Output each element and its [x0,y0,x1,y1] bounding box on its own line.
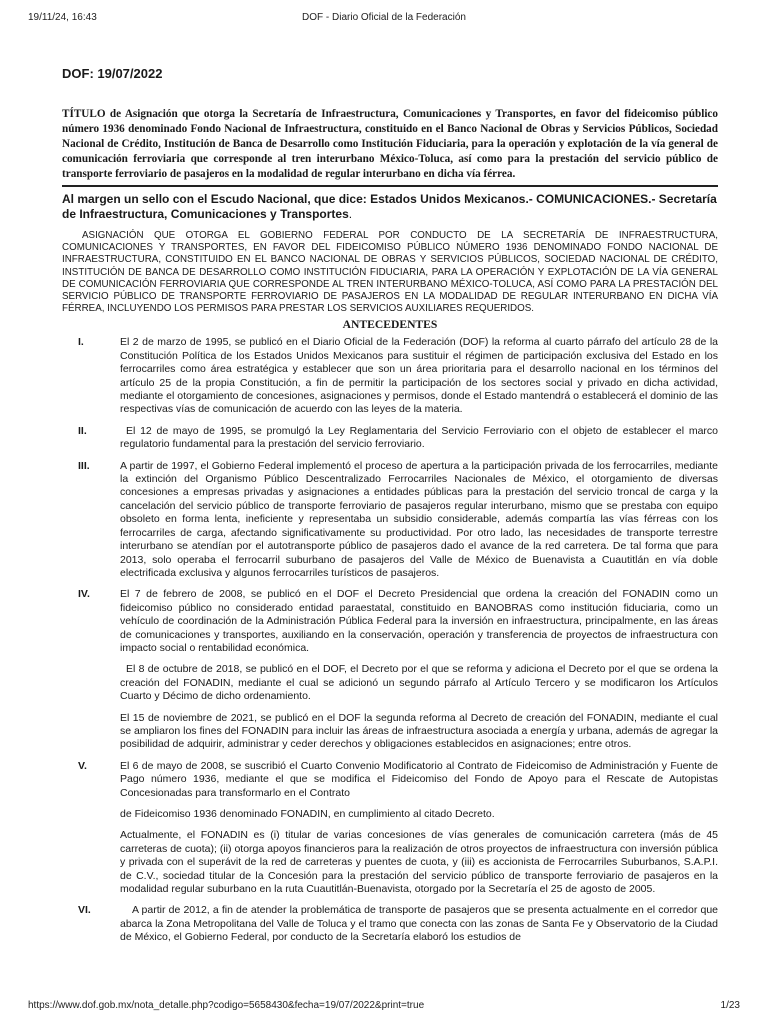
item-paragraph: Actualmente, el FONADIN es (i) titular de varias concesiones de vías generales de comunicación carretera (más de 45 carreteras de cuota); (ii) otorga apoyos financieros para la realización de otros proyectos de infraestructura con inversión pública y privada con el superávit de la red de carreteras y puentes de cuota, y (iii) es accionista de Ferrocarriles Suburbanos, S.A.P.I. de C.V., sociedad titular de la Concesión para la prestación del servicio público de transporte ferroviario de pasajeros en la modalidad regular suburbano en la ruta Cuautitlán-Buenavista, otorgado por la Secretaría el 25 de agosto de 2005. [120,829,718,896]
section-title-antecedentes: ANTECEDENTES [342,318,438,332]
antecedent-item-V [62,760,718,897]
dof-date: DOF: 19/07/2022 [62,66,163,81]
assignment-heading: ASIGNACIÓN QUE OTORGA EL GOBIERNO FEDERAL POR CONDUCTO DE LA SECRETARÍA DE INFRAESTRUCTURA, COMUNICACIONES Y TRANSPORTES, EN FAVOR DEL FIDEICOMISO PÚBLICO NÚMERO 1936 DENOMINADO FONDO NACIONAL DE INFRAESTRUCTURA, CONSTITUIDO EN EL BANCO NACIONAL DE OBRAS Y SERVICIOS PÚBLICOS, SOCIEDAD NACIONAL DE CRÉDITO, INSTITUCIÓN DE BANCA DE DESARROLLO COMO INSTITUCIÓN FIDUCIARIA, PARA LA OPERACIÓN Y EXPLOTACIÓN DE LA VÍA GENERAL DE COMUNICACIÓN FERROVIARIA QUE CORRESPONDE AL TREN INTERURBANO MÉXICO-TOLUCA, ASÍ COMO PARA LA PRESTACIÓN DEL SERVICIO PÚBLICO DE TRANSPORTE FERROVIARIO DE PASAJEROS EN LA MODALIDAD DE REGULAR INTERURBANO EN DICHA VÍA FÉRREA, INCLUYENDO LOS PERMISOS PARA PRESTAR LOS SERVICIOS AUXILIARES REQUERIDOS. [62,230,718,315]
item-paragraph: A partir de 1997, el Gobierno Federal implementó el proceso de apertura a la participación privada de los ferrocarriles, mediante la extinción del Organismo Público Descentralizado Ferrocarriles Nacionales de México, el otorgamiento de diversas concesiones a empresas privadas y asignaciones a entidades públicas para la prestación del servicio troncal de carga y la cancelación del servicio público de transporte ferroviario de pasajeros regular interurbano, mismo que se prestaba con equipo obsoleto en forma lenta, ineficiente y representaba un subsidio considerable, además compartía las vías férreas con los ferrocarriles de carga, afectando significativamente su productividad. Por otro lado, las necesidades de transporte terrestre interurbano se atendían por el autotransporte público de pasajeros dado el avance de la red carretera. De tal forma que para 2013, solo operaba el ferrocarril suburbano de pasajeros del Valle de México de Buenavista a Cuautitlán en vía doble electrificada exclusiva y algunos ferrocarriles turísticos de pasajeros. [120,459,718,579]
print-datetime: 19/11/24, 16:43 [28,12,97,23]
print-footer [28,1000,740,1014]
antecedent-item-IV [62,588,718,751]
antecedent-item-I [62,336,718,416]
antecedent-item-VI [62,904,718,944]
item-paragraph: El 7 de febrero de 2008, se publicó en el DOF el Decreto Presidencial que ordena la creación del FONADIN como un fideicomiso público no considerado entidad paraestatal, constituido en BANOBRAS como institución fiduciaria, como un vehículo de coordinación de la Administración Pública Federal para la inversión en infraestructura, principalmente, en las áreas de comunicaciones y transportes, auxiliando en la conservación, operación y transferencia de proyectos de infraestructura con impacto social o rentabilidad económica. [120,588,718,654]
item-paragraph: El 15 de noviembre de 2021, se publicó en el DOF la segunda reforma al Decreto de creación del FONADIN, mediante el cual se ampliaron los fines del FONADIN para incluir las áreas de infraestructura asociada a energía y urbana, además de agregar la posibilidad de adquirir, administrar y ceder derechos y obligaciones establecidos en asignaciones; entre otros. [120,711,718,751]
item-paragraph: A partir de 2012, a fin de atender la problemática de transporte de pasajeros que se presenta actualmente en el corredor que abarca la Zona Metropolitana del Valle de Toluca y el tramo que conecta con las zonas de Santa Fe y Observatorio de la Ciudad de México, el Gobierno Federal, por conducto de la Secretaría elaboró los estudios de [120,904,718,944]
item-number: II. [78,424,87,437]
item-number: IV. [78,588,90,601]
document-body [62,66,718,953]
print-header [28,12,740,26]
margin-note-end: . [348,207,353,221]
item-number: VI. [78,904,91,917]
print-site-title: DOF - Diario Oficial de la Federación [302,12,466,23]
item-number: III. [78,459,90,472]
item-paragraph: El 6 de mayo de 2008, se suscribió el Cuarto Convenio Modificatorio al Contrato de Fideicomiso de Administración y Fuente de Pago número 1936, mediante el que se modifica el Fideicomiso del Fondo de Apoyo para el Rescate de Autopistas Concesionadas para transformarlo en el Contrato [120,759,718,799]
item-paragraph: de Fideicomiso 1936 denominado FONADIN, en cumplimiento al citado Decreto. [120,808,495,821]
print-url-link[interactable]: https://www.dof.gob.mx/nota_detalle.php?codigo=5658430&fecha=19/07/2022&print=true [28,1000,425,1011]
item-paragraph: El 8 de octubre de 2018, se publicó en el DOF, el Decreto por el que se reforma y adiciona el Decreto por el que se ordena la creación del FONADIN, mediante el cual se adicionó un segundo párrafo al Artículo Tercero y se modificaron los Artículos Cuarto y Décimo de dicho ordenamiento. [120,663,718,703]
antecedent-item-III [62,460,718,581]
margin-note-text: Al margen un sello con el Escudo Nacional, que dice: Estados Unidos Mexicanos.- COMUNICACIONES.- Secretaría de Infraestructura, Comunicaciones y Transportes [62,192,717,221]
page-number: 1/23 [720,1000,740,1011]
item-number: I. [78,336,84,349]
item-paragraph: El 12 de mayo de 1995, se promulgó la Ley Reglamentaria del Servicio Ferroviario con el objeto de establecer el marco regulatorio fundamental para la prestación del servicio ferroviario. [120,424,718,451]
item-number: V. [78,759,87,772]
antecedent-item-II [62,425,718,452]
document-title: TÍTULO de Asignación que otorga la Secretaría de Infraestructura, Comunicaciones y Transportes, en favor del fideicomiso público número 1936 denominado Fondo Nacional de Infraestructura, constituido en el Banco Nacional de Obras y Servicios Públicos, Sociedad Nacional de Crédito, Institución de Banca de Desarrollo como Institución Fiduciaria, para la operación y explotación de la vía general de comunicación ferroviaria que corresponde al tren interurbano México-Toluca, así como para la prestación del servicio público de transporte ferroviario de pasajeros en la modalidad de regular interurbano en dicha vía férrea. [62,107,718,187]
margin-note [62,192,718,222]
item-paragraph: El 2 de marzo de 1995, se publicó en el Diario Oficial de la Federación (DOF) la reforma al cuarto párrafo del artículo 28 de la Constitución Política de los Estados Unidos Mexicanos para sustituir el régimen de participación exclusiva del Estado en los ferrocarriles como área estratégica y establecer que son un área prioritaria para el desarrollo nacional en los términos del artículo 25 de la propia Constitución, a fin de permitir la participación de los sectores social y privado en dicha actividad, mediante el otorgamiento de concesiones, asignaciones y permisos, donde el Estado mantendrá o establecerá el dominio de las respectivas vías de comunicación de acuerdo con las leyes de la materia. [120,336,718,416]
